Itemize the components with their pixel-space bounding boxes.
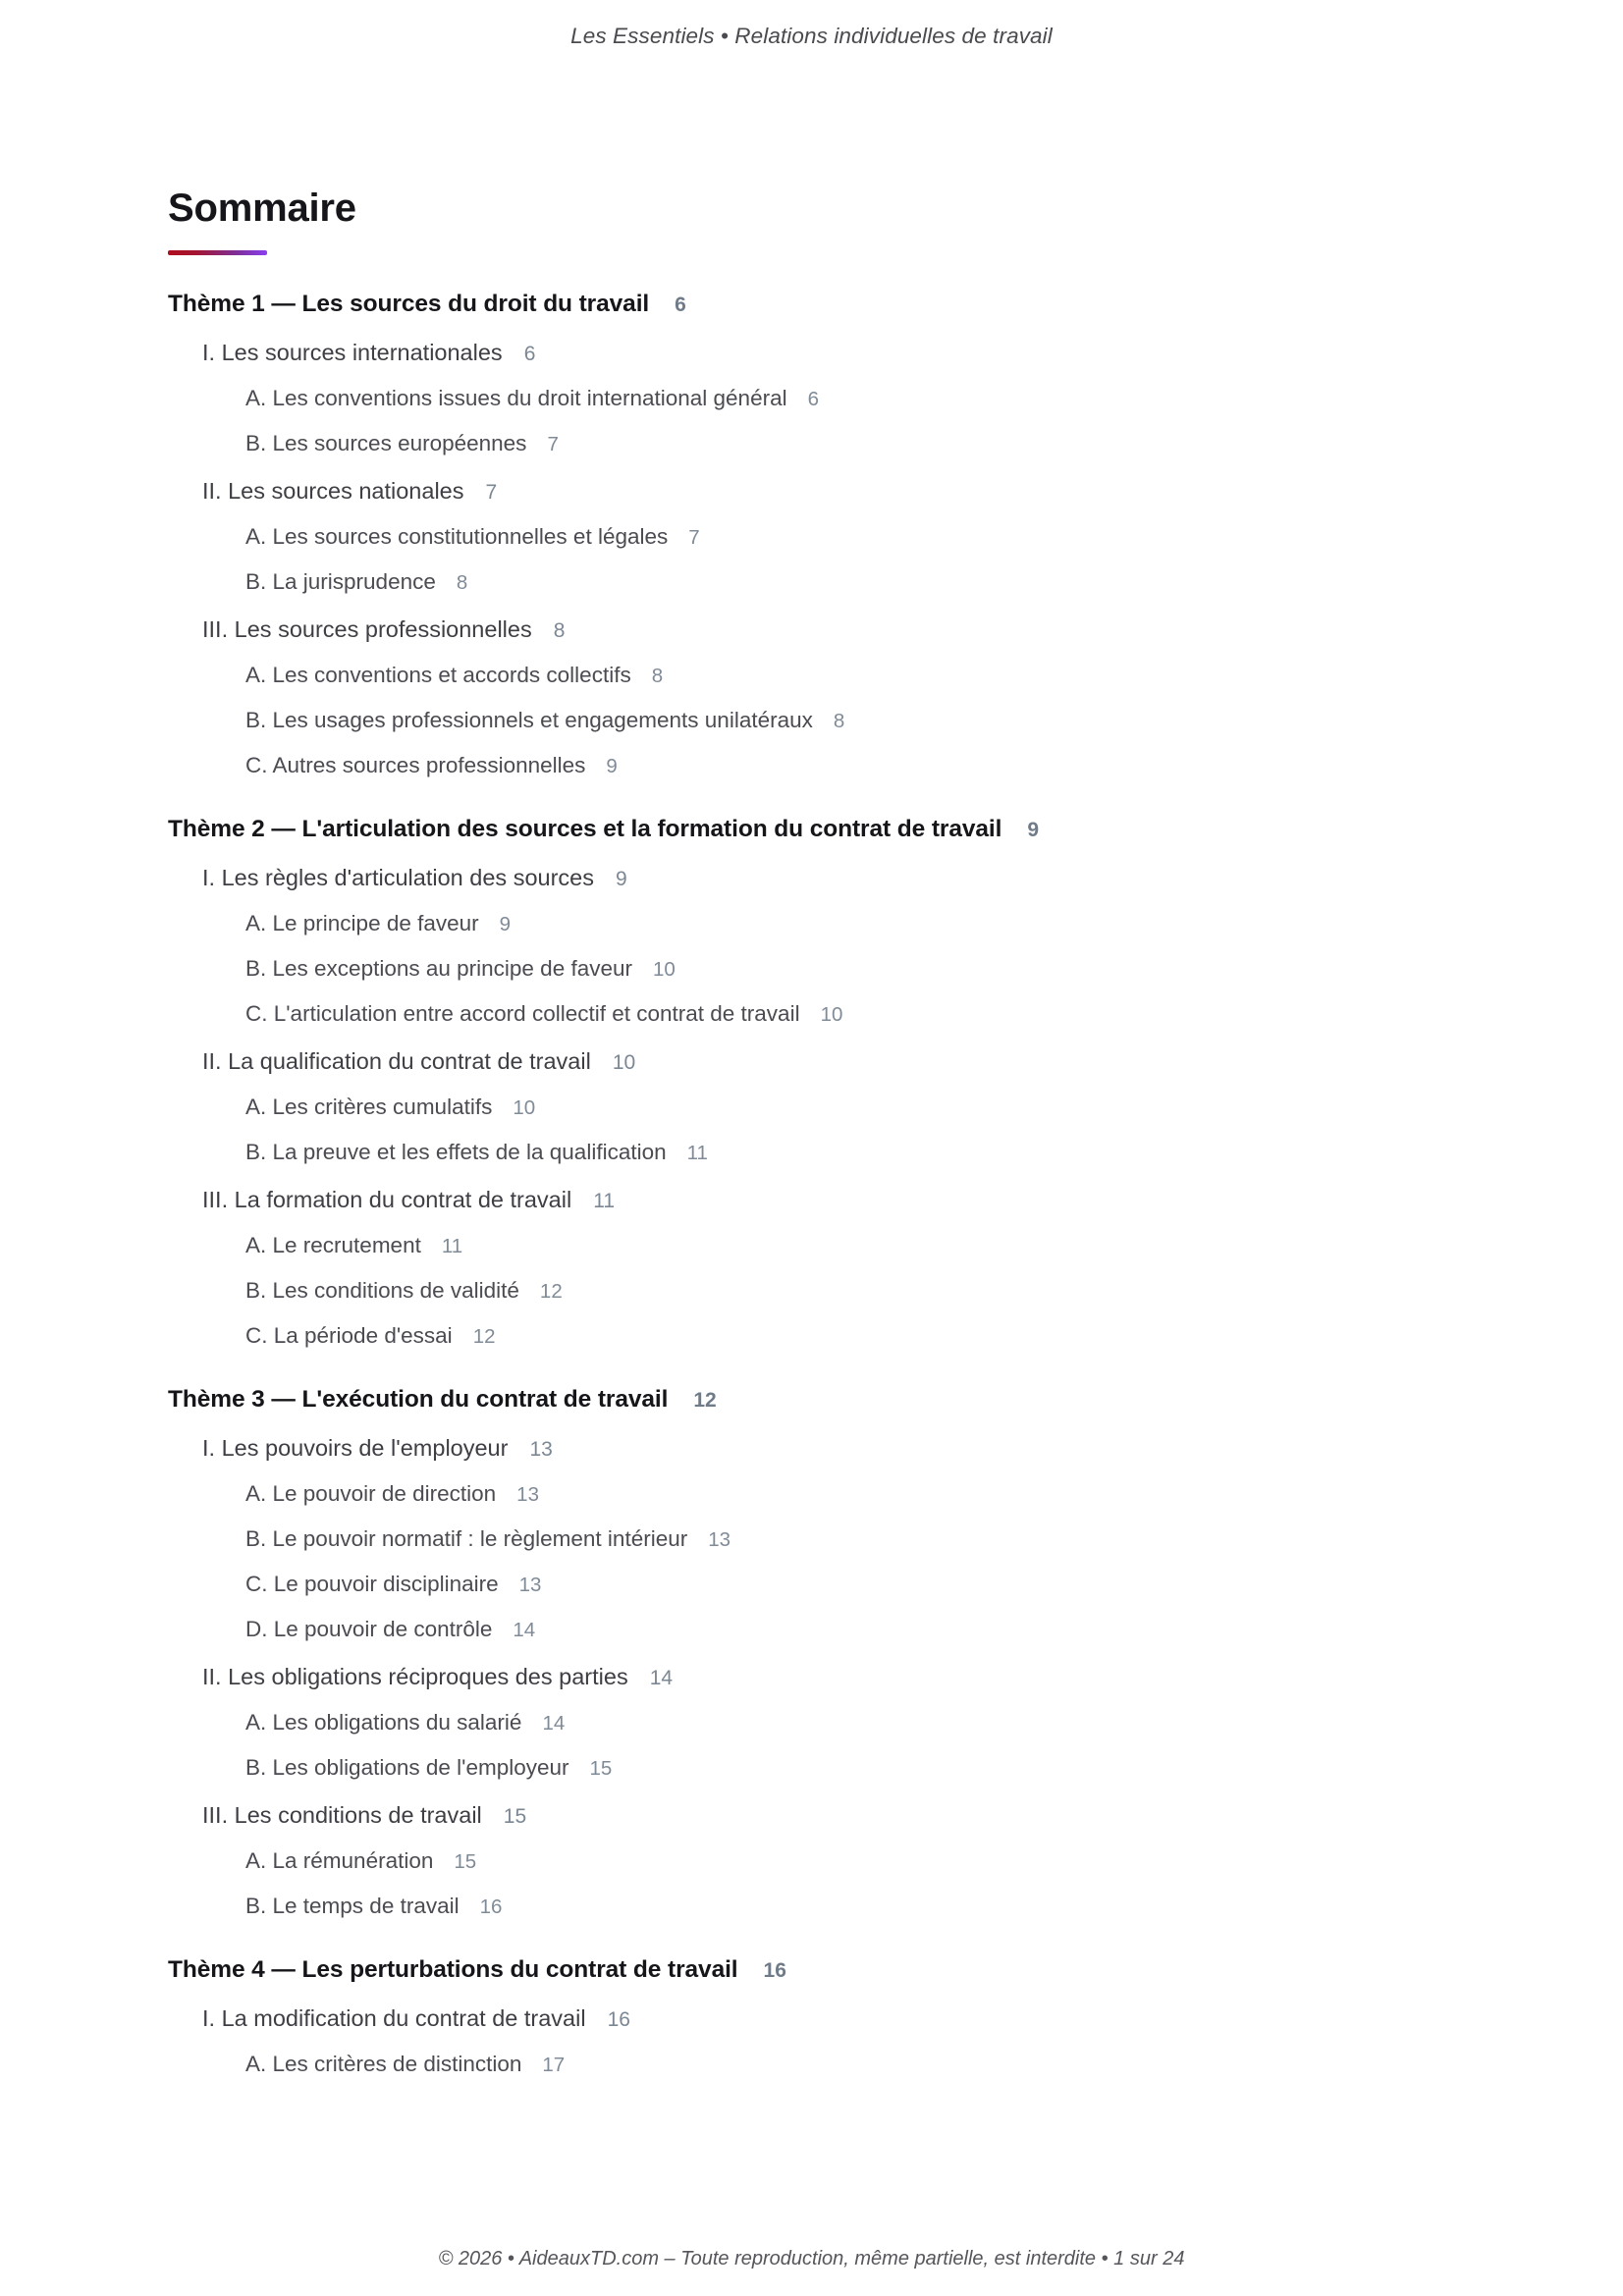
- toc-entry-label: C. Le pouvoir disciplinaire: [245, 1572, 499, 1596]
- toc-entry-letter[interactable]: [168, 1755, 1464, 1781]
- toc-entry-letter[interactable]: [168, 1848, 1464, 1874]
- toc-entry-letter[interactable]: [168, 1278, 1464, 1304]
- toc-entry-roman[interactable]: [168, 1802, 1464, 1829]
- toc-entry-letter[interactable]: [168, 1001, 1464, 1027]
- toc-entry-label: I. Les règles d'articulation des sources: [202, 865, 594, 890]
- toc-entry-page-number: 14: [649, 1667, 674, 1689]
- toc-entry-label: B. Les usages professionnels et engagements unilatéraux: [245, 708, 813, 732]
- toc-entry-page-number: 12: [539, 1280, 563, 1303]
- toc-entry-page-number: 13: [529, 1438, 553, 1461]
- toc-entry-roman[interactable]: [168, 1435, 1464, 1462]
- toc-entry-letter[interactable]: [168, 753, 1464, 778]
- toc-entry-roman[interactable]: [168, 2005, 1464, 2032]
- toc-entry-letter[interactable]: [168, 1710, 1464, 1735]
- toc-entry-page-number: 8: [553, 619, 566, 642]
- toc-entry-label: C. L'articulation entre accord collectif et contrat de travail: [245, 1001, 800, 1026]
- toc-entry-page-number: 14: [513, 1619, 536, 1641]
- toc-entry-label: D. Le pouvoir de contrôle: [245, 1617, 493, 1641]
- toc-entry-label: A. Le recrutement: [245, 1233, 421, 1257]
- toc-entry-letter[interactable]: [168, 569, 1464, 595]
- toc-entry-label: B. Le pouvoir normatif : le règlement intérieur: [245, 1526, 688, 1551]
- toc-entry-label: A. Les sources constitutionnelles et légales: [245, 524, 669, 549]
- toc-entry-page-number: 8: [833, 710, 845, 732]
- toc-entry-label: III. La formation du contrat de travail: [202, 1187, 572, 1212]
- toc-entry-page-number: 6: [807, 388, 819, 410]
- toc-entry-page-number: 8: [651, 665, 664, 687]
- toc-entry-letter[interactable]: [168, 1572, 1464, 1597]
- toc-entry-label: A. Les conventions et accords collectifs: [245, 663, 631, 687]
- toc-entry-page-number: 14: [542, 1712, 566, 1735]
- toc-entry-letter[interactable]: [168, 663, 1464, 688]
- toc-entry-label: Thème 3 — L'exécution du contrat de travail: [168, 1386, 669, 1413]
- toc-entry-letter[interactable]: [168, 1323, 1464, 1349]
- toc-entry-label: II. La qualification du contrat de travail: [202, 1048, 591, 1074]
- running-footer: © 2026 • AideauxTD.com – Toute reproduction, même partielle, est interdite • 1 sur 24: [438, 2248, 1185, 2269]
- toc-entry-theme[interactable]: [168, 291, 1464, 318]
- toc-entry-letter[interactable]: [168, 1140, 1464, 1165]
- toc-entry-label: II. Les obligations réciproques des parties: [202, 1664, 628, 1689]
- toc-entry-roman[interactable]: [168, 1048, 1464, 1075]
- toc-entry-letter[interactable]: [168, 2052, 1464, 2077]
- toc-entry-page-number: 13: [518, 1574, 542, 1596]
- toc-entry-label: I. Les sources internationales: [202, 340, 503, 365]
- toc-entry-roman[interactable]: [168, 478, 1464, 505]
- toc-entry-roman[interactable]: [168, 1187, 1464, 1213]
- toc-entry-theme[interactable]: [168, 1956, 1464, 1984]
- toc-entry-letter[interactable]: [168, 1617, 1464, 1642]
- toc-entry-page-number: 8: [456, 571, 468, 594]
- toc-entry-label: B. Les exceptions au principe de faveur: [245, 956, 632, 981]
- toc-entry-label: A. Les critères de distinction: [245, 2052, 522, 2076]
- toc-entry-label: B. La preuve et les effets de la qualification: [245, 1140, 667, 1164]
- toc-entry-letter[interactable]: [168, 1233, 1464, 1258]
- toc-entry-page-number: 15: [454, 1850, 477, 1873]
- toc-entry-page-number: 15: [503, 1805, 527, 1828]
- toc-entry-page-number: 6: [523, 343, 536, 365]
- toc-entry-label: B. Les conditions de validité: [245, 1278, 519, 1303]
- page-content: [168, 187, 1464, 2077]
- toc-entry-label: III. Les sources professionnelles: [202, 616, 532, 642]
- toc-entry-letter[interactable]: [168, 956, 1464, 982]
- toc-entry-theme[interactable]: [168, 1386, 1464, 1414]
- toc-entry-page-number: 11: [686, 1142, 708, 1164]
- toc-entry-label: A. Les critères cumulatifs: [245, 1095, 493, 1119]
- toc-entry-page-number: 11: [441, 1235, 463, 1257]
- toc-entry-page-number: 17: [542, 2054, 566, 2076]
- toc-entry-label: II. Les sources nationales: [202, 478, 464, 504]
- toc-entry-label: A. La rémunération: [245, 1848, 434, 1873]
- toc-entry-label: C. La période d'essai: [245, 1323, 453, 1348]
- toc-entry-roman[interactable]: [168, 865, 1464, 891]
- toc-entry-label: B. Le temps de travail: [245, 1894, 460, 1918]
- toc-entry-label: Thème 1 — Les sources du droit du travail: [168, 291, 650, 317]
- toc-entry-letter[interactable]: [168, 386, 1464, 411]
- toc-entry-letter[interactable]: [168, 1526, 1464, 1552]
- running-header: Les Essentiels • Relations individuelles de travail: [570, 24, 1053, 48]
- toc-entry-label: Thème 4 — Les perturbations du contrat de travail: [168, 1956, 738, 1983]
- toc-entry-letter[interactable]: [168, 708, 1464, 733]
- toc-entry-page-number: 9: [1027, 819, 1040, 841]
- toc-entry-page-number: 11: [593, 1190, 616, 1212]
- toc-entry-page-number: 15: [589, 1757, 613, 1780]
- toc-entry-page-number: 16: [479, 1896, 503, 1918]
- toc-entry-label: III. Les conditions de travail: [202, 1802, 482, 1828]
- toc-entry-page-number: 7: [485, 481, 498, 504]
- toc-entry-label: A. Le principe de faveur: [245, 911, 479, 935]
- toc-entry-label: C. Autres sources professionnelles: [245, 753, 586, 777]
- toc-entry-roman[interactable]: [168, 616, 1464, 643]
- toc-entry-letter[interactable]: [168, 1481, 1464, 1507]
- toc-entry-page-number: 13: [516, 1483, 539, 1506]
- toc-entry-label: A. Le pouvoir de direction: [245, 1481, 497, 1506]
- toc-entry-page-number: 9: [606, 755, 618, 777]
- toc-entry-page-number: 10: [653, 958, 676, 981]
- toc-entry-page-number: 16: [763, 1959, 786, 1982]
- toc-entry-label: B. Les sources européennes: [245, 431, 527, 455]
- page-title: Sommaire: [168, 187, 356, 230]
- toc-entry-letter[interactable]: [168, 1894, 1464, 1919]
- toc-entry-page-number: 9: [615, 868, 627, 890]
- toc-entry-page-number: 12: [472, 1325, 496, 1348]
- toc-entry-letter[interactable]: [168, 1095, 1464, 1120]
- title-accent-rule: [168, 250, 267, 255]
- toc-entry-letter[interactable]: [168, 524, 1464, 550]
- toc-entry-letter[interactable]: [168, 431, 1464, 456]
- toc-entry-label: I. La modification du contrat de travail: [202, 2005, 586, 2031]
- toc-entry-theme[interactable]: [168, 816, 1464, 843]
- toc-entry-roman[interactable]: [168, 1664, 1464, 1690]
- toc-entry-label: Thème 2 — L'articulation des sources et la formation du contrat de travail: [168, 816, 1002, 842]
- toc-entry-label: A. Les conventions issues du droit international général: [245, 386, 787, 410]
- toc-entry-page-number: 10: [612, 1051, 636, 1074]
- toc-entry-label: I. Les pouvoirs de l'employeur: [202, 1435, 509, 1461]
- toc-entry-page-number: 13: [708, 1528, 731, 1551]
- toc-entry-letter[interactable]: [168, 911, 1464, 936]
- toc-entry-page-number: 6: [675, 294, 686, 316]
- toc-entry-page-number: 10: [820, 1003, 843, 1026]
- toc-entry-page-number: 9: [499, 913, 512, 935]
- toc-entry-page-number: 10: [513, 1096, 536, 1119]
- toc-entry-label: B. Les obligations de l'employeur: [245, 1755, 569, 1780]
- toc-entry-label: B. La jurisprudence: [245, 569, 436, 594]
- toc-entry-page-number: 12: [693, 1389, 717, 1412]
- toc-entry-page-number: 7: [547, 433, 559, 455]
- toc-entry-label: A. Les obligations du salarié: [245, 1710, 522, 1735]
- table-of-contents: [168, 291, 1464, 2077]
- toc-entry-page-number: 16: [607, 2008, 630, 2031]
- toc-entry-roman[interactable]: [168, 340, 1464, 366]
- toc-entry-page-number: 7: [688, 526, 700, 549]
